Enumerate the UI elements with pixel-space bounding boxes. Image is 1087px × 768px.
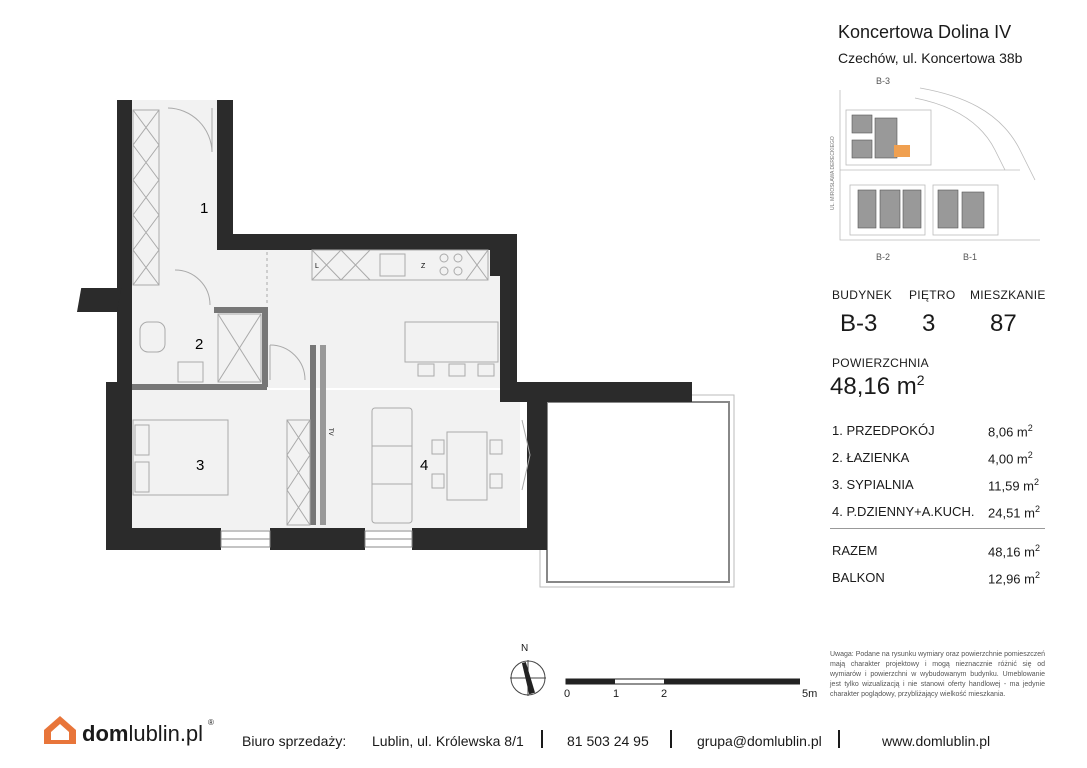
project-address: Czechów, ul. Koncertowa 38b	[838, 50, 1023, 66]
room-label-1: 1	[200, 200, 209, 217]
building-value: B-3	[840, 310, 878, 337]
apartment-label: MIESZKANIE	[970, 288, 1046, 302]
scale-bar	[566, 679, 800, 684]
room-name-4: 4. P.DZIENNY+A.KUCH.	[832, 504, 975, 519]
site-label-b2: B-2	[876, 252, 891, 262]
disclaimer-note: Uwaga: Podane na rysunku wymiary oraz powierzchnie pomieszczeń mają charakter projektowy i mogą nieznacznie różnić się od wymiarów i powierzchni w wybudowanym budynku. Umeblowanie jest tylko wizualizacją i nie stanowi oferty handlowej - ma jedynie charakter poglądowy, przybliżający wielkość mieszkania.	[830, 651, 1045, 698]
scale-1: 1	[613, 688, 620, 700]
phone-number[interactable]: 81 503 24 95	[567, 733, 649, 749]
house-logo-icon	[42, 714, 78, 746]
scale-5m: 5m	[802, 688, 818, 700]
scale-2: 2	[661, 688, 668, 700]
logo-registered: ®	[208, 718, 214, 727]
balcony-value: 12,96 $m^2$	[988, 570, 1040, 587]
site-highlight	[894, 145, 910, 157]
tv-label: TV	[327, 428, 333, 436]
footer-separator	[838, 730, 840, 748]
balcony	[547, 402, 729, 582]
room-label-3: 3	[196, 457, 205, 474]
footer-separator	[670, 730, 672, 748]
footer-separator	[541, 730, 543, 748]
apartment-number: 87	[990, 310, 1017, 337]
room-label-4: 4	[420, 457, 429, 474]
site-label-b3: B-3	[876, 76, 891, 86]
office-label: Biuro sprzedaży:	[242, 733, 347, 749]
divider	[830, 528, 1045, 529]
total-value: 48,16 $m^2$	[988, 543, 1040, 560]
total-label: RAZEM	[832, 543, 878, 558]
site-label-b1: B-1	[963, 252, 978, 262]
room-area-2: 4,00 $m^2$	[988, 450, 1033, 467]
room-name-2: 2. ŁAZIENKA	[832, 450, 910, 465]
room-name-1: 1. PRZEDPOKÓJ	[832, 423, 935, 438]
site-street-label: UL. MIROSŁAWA DERECKIEGO	[830, 136, 836, 210]
building-label: BUDYNEK	[832, 288, 893, 302]
room-area-3: 11,59 $m^2$	[988, 477, 1040, 494]
compass-north-label: N	[521, 643, 529, 654]
dishwasher-label: Z	[421, 263, 426, 270]
floor-label: PIĘTRO	[909, 288, 956, 302]
logo-text[interactable]: domlublin.pl	[82, 721, 204, 746]
area-value: 48,16 $m^2$	[830, 372, 925, 400]
office-address: Lublin, ul. Królewska 8/1	[372, 733, 524, 749]
floor-value: 3	[922, 310, 936, 337]
email-link[interactable]: grupa@domlublin.pl	[697, 733, 822, 749]
website-link[interactable]: www.domlublin.pl	[882, 733, 991, 749]
area-label: POWIERZCHNIA	[832, 356, 929, 370]
compass	[510, 660, 546, 696]
room-label-2: 2	[195, 336, 204, 353]
room-name-3: 3. SYPIALNIA	[832, 477, 914, 492]
room-area-4: 24,51 $m^2$	[988, 504, 1040, 521]
scale-0: 0	[564, 688, 571, 700]
site-plan	[820, 70, 1060, 270]
room-area-1: 8,06 $m^2$	[988, 423, 1033, 440]
fridge-label: L	[315, 263, 319, 270]
project-title: Koncertowa Dolina IV	[838, 22, 1012, 42]
balcony-label: BALKON	[832, 570, 885, 585]
